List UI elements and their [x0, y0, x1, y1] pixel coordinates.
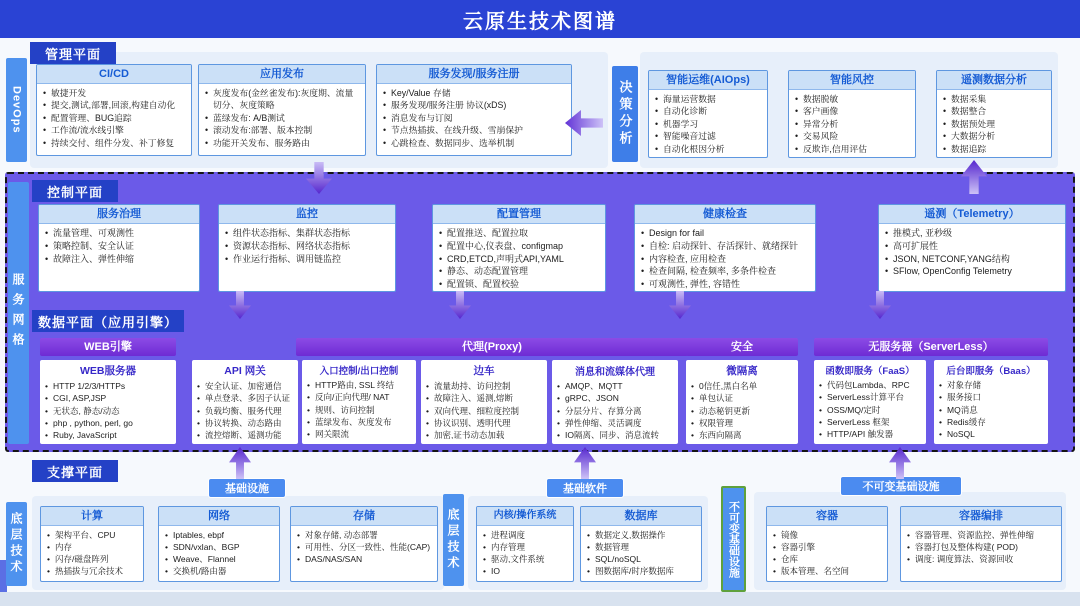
bullet-item: • 图数据库/时序数据库	[587, 565, 696, 577]
bullet-item: • Ruby, JavaScript	[45, 429, 172, 441]
card-web-server	[40, 360, 176, 444]
bullet-item: • 仓库	[773, 553, 882, 565]
card-faas-items	[814, 378, 926, 441]
bullet-item: • 规则、访问控制	[307, 404, 412, 416]
card-risk-control-items	[789, 90, 915, 155]
card-database-items	[581, 526, 701, 577]
card-faas-title: 函数即服务（FaaS）	[825, 366, 915, 377]
bullet-item: • 滚动发布:部署、版本控制	[205, 124, 360, 136]
bullet-item: • CRD,ETCD,声明式API,YAML	[439, 253, 600, 266]
bullet-item: • 对象存储, 动态部署	[297, 529, 432, 541]
bullet-item: • 热插拔与冗余技术	[47, 565, 138, 577]
card-api-gateway	[192, 360, 298, 444]
card-micro-segmentation	[686, 360, 798, 444]
bullet-item: • 组件状态指标、集群状态指标	[225, 227, 390, 240]
bullet-item: • JSON, NETCONF,YANG结构	[885, 253, 1060, 266]
bullet-item: • 协议转换、动态路由	[197, 417, 294, 429]
bullet-item: • 交换机/路由器	[165, 565, 274, 577]
bullet-item: • 调度: 调度算法、资源回收	[907, 553, 1056, 565]
bullet-item: • 动态秘钥更新	[691, 405, 794, 417]
bullet-item: • 镜像	[773, 529, 882, 541]
card-msg-broker-items	[552, 379, 678, 442]
immutable-infra-strip: 不可变基础设施	[721, 486, 746, 592]
group-proxy: 代理(Proxy)	[296, 338, 688, 356]
bullet-item: • OSS/MQ/定时	[819, 404, 922, 416]
infrastructure-badge: 基础设施	[208, 478, 286, 498]
bullet-item: • 协议识别、透明代理	[426, 417, 543, 429]
immutable-infra-badge: 不可变基础设施	[840, 476, 962, 496]
low-level-tech-strip-mid: 底层技术	[443, 494, 464, 586]
bullet-item: • 服务发现/服务注册 协议(xDS)	[383, 99, 566, 111]
service-mesh-strip: 服务网格	[8, 182, 29, 444]
card-monitoring-title: 监控	[219, 205, 395, 224]
card-baas-title: 后台即服务（Baas）	[946, 366, 1036, 377]
bullet-item: • 工作流/流水线引擎	[43, 124, 186, 136]
bullet-item: • 自动化根因分析	[655, 143, 762, 155]
card-orchestration	[900, 506, 1062, 582]
management-plane-badge: 管理平面	[30, 42, 116, 64]
bullet-item: • 驱动,文件系统	[483, 553, 568, 565]
bullet-item: • 内存管理	[483, 541, 568, 553]
card-api-gateway-title: API 网关	[224, 365, 266, 377]
card-config-mgmt	[432, 204, 606, 292]
card-database	[580, 506, 702, 582]
group-security: 安全	[686, 338, 798, 356]
card-database-title: 数据库	[581, 507, 701, 526]
bullet-item: • 静态、动态配置管理	[439, 265, 600, 278]
bullet-item: • 容器引擎	[773, 541, 882, 553]
bullet-item: • IO	[483, 565, 568, 577]
card-baas	[934, 360, 1048, 444]
card-msg-broker-title: 消息和流媒体代理	[575, 367, 655, 378]
bullet-item: • SQL/noSQL	[587, 553, 696, 565]
bullet-item: • HTTP路由, SSL 终结	[307, 379, 412, 391]
card-micro-segmentation-title: 微隔离	[726, 365, 758, 377]
bullet-item: • 容器管理、资源监控、弹性伸缩	[907, 529, 1056, 541]
card-cicd	[36, 64, 192, 156]
card-web-server-title: WEB服务器	[80, 365, 136, 377]
card-release-title: 应用发布	[199, 65, 365, 84]
bullet-item: • 无状态, 静态/动态	[45, 405, 172, 417]
bullet-item: • 故障注入、遥测,熔断	[426, 392, 543, 404]
card-sidecar	[421, 360, 547, 444]
card-discovery	[376, 64, 572, 156]
card-config-mgmt-items	[433, 224, 605, 291]
group-web-engine: WEB引擎	[40, 338, 176, 356]
card-storage	[290, 506, 438, 582]
card-container-items	[767, 526, 887, 577]
card-aiops-items	[649, 90, 767, 155]
card-config-mgmt-title: 配置管理	[433, 205, 605, 224]
bullet-item: • 分层分片、存算分离	[557, 405, 674, 417]
bullet-item: • IO隔离、同步、消息流转	[557, 429, 674, 441]
bullet-item: • 架构平台、CPU	[47, 529, 138, 541]
card-micro-segmentation-items	[686, 379, 798, 442]
bullet-item: • 蓝绿发布、灰度发布	[307, 416, 412, 428]
base-software-badge: 基础软件	[546, 478, 624, 498]
card-telemetry-analysis	[936, 70, 1052, 158]
card-orchestration-items	[901, 526, 1061, 565]
card-ingress-egress-title: 入口控制/出口控制	[319, 366, 399, 377]
bullet-item: • 闪存/磁盘阵列	[47, 553, 138, 565]
card-container	[766, 506, 888, 582]
bullet-item: • 单包认证	[691, 392, 794, 404]
card-kernel-os-title: 内核/操作系统	[477, 507, 573, 526]
card-ingress-egress	[302, 360, 416, 444]
bullet-item: • Key/Value 存储	[383, 87, 566, 99]
bullet-item: • 对象存储	[939, 379, 1044, 391]
bullet-item: • DAS/NAS/SAN	[297, 553, 432, 565]
card-orchestration-title: 容器编排	[901, 507, 1061, 526]
bullet-item: • 单点登录、多因子认证	[197, 392, 294, 404]
bullet-item: • 推模式, 亚秒级	[885, 227, 1060, 240]
card-aiops-title: 智能运维(AIOps)	[649, 71, 767, 90]
bullet-item: • 安全认证、加密通信	[197, 380, 294, 392]
card-cicd-items	[37, 84, 191, 149]
card-kernel-os-items	[477, 526, 573, 577]
bullet-item: • 数据追踪	[943, 143, 1046, 155]
bullet-item: • HTTP 1/2/3/HTTPs	[45, 380, 172, 392]
bullet-item: • 流控熔断、遥测功能	[197, 429, 294, 441]
card-msg-broker	[552, 360, 678, 444]
card-discovery-title: 服务发现/服务注册	[377, 65, 571, 84]
card-web-server-items	[40, 379, 176, 442]
card-health-check-title: 健康检查	[635, 205, 815, 224]
card-network	[158, 506, 280, 582]
bullet-item: • 版本管理、名空间	[773, 565, 882, 577]
card-container-title: 容器	[767, 507, 887, 526]
bullet-item: • 流量劫持、访问控制	[426, 380, 543, 392]
bullet-item: • 配置锁、配置校验	[439, 278, 600, 291]
bullet-item: • 流量管理、可观测性	[45, 227, 194, 240]
data-plane-badge: 数据平面（应用引擎）	[32, 310, 184, 332]
card-monitoring	[218, 204, 396, 292]
card-storage-items	[291, 526, 437, 565]
bullet-item: • 客户画像	[795, 105, 910, 117]
card-risk-control	[788, 70, 916, 158]
card-kernel-os	[476, 506, 574, 582]
card-telemetry-analysis-items	[937, 90, 1051, 155]
card-api-gateway-items	[192, 379, 298, 442]
card-network-items	[159, 526, 279, 577]
bullet-item: • 服务接口	[939, 391, 1044, 403]
card-governance-title: 服务治理	[39, 205, 199, 224]
bullet-item: • php , python, perl, go	[45, 417, 172, 429]
card-health-check-items	[635, 224, 815, 291]
bullet-item: • ServerLess计算平台	[819, 391, 922, 403]
card-governance	[38, 204, 200, 292]
bullet-item: • NoSQL	[939, 428, 1044, 440]
card-network-title: 网络	[159, 507, 279, 526]
bullet-item: • 灰度发布(金丝雀发布):灰度期、流量切分、灰度策略	[205, 87, 360, 112]
card-compute-title: 计算	[41, 507, 143, 526]
bullet-item: • 数据脱敏	[795, 93, 910, 105]
card-storage-title: 存储	[291, 507, 437, 526]
bullet-item: • 容器打包及整体构建( POD)	[907, 541, 1056, 553]
bullet-item: • 权限管理	[691, 417, 794, 429]
bottom-band	[0, 592, 1080, 606]
bullet-item: • 提交,测试,部署,回滚,构建自动化	[43, 99, 186, 111]
bullet-item: • SDN/vxlan、BGP	[165, 541, 274, 553]
card-telemetry-items	[879, 224, 1065, 278]
bullet-item: • gRPC、JSON	[557, 392, 674, 404]
card-health-check	[634, 204, 816, 292]
bullet-item: • CGI, ASP,JSP	[45, 392, 172, 404]
card-compute	[40, 506, 144, 582]
card-telemetry	[878, 204, 1066, 292]
bullet-item: • 敏捷开发	[43, 87, 186, 99]
bullet-item: • 内容检查, 应用检查	[641, 253, 810, 266]
bullet-item: • 作业运行指标、调用链监控	[225, 253, 390, 266]
bullet-item: • 数据定义,数据操作	[587, 529, 696, 541]
bullet-item: • 可用性、分区一致性、性能(CAP)	[297, 541, 432, 553]
bullet-item: • 网关限流	[307, 428, 412, 440]
bullet-item: • 东西向隔离	[691, 429, 794, 441]
bullet-item: • 数据整合	[943, 105, 1046, 117]
bullet-item: • 负载均衡、服务代理	[197, 405, 294, 417]
card-sidecar-title: 边车	[473, 365, 495, 377]
support-plane-badge: 支撑平面	[32, 460, 118, 482]
bullet-item: • 异常分析	[795, 118, 910, 130]
bullet-item: • MQ消息	[939, 404, 1044, 416]
bullet-item: • 持续交付、组件分发、补丁修复	[43, 137, 186, 149]
card-telemetry-title: 遥测（Telemetry）	[879, 205, 1065, 224]
bullet-item: • Weave、Flannel	[165, 553, 274, 565]
bullet-item: • 机器学习	[655, 118, 762, 130]
bullet-item: • 配置管理、BUG追踪	[43, 112, 186, 124]
bullet-item: • 策略控制、安全认证	[45, 240, 194, 253]
bullet-item: • 进程调度	[483, 529, 568, 541]
card-ingress-egress-items	[302, 378, 416, 441]
bullet-item: • 加密,证书动态加载	[426, 429, 543, 441]
devops-strip: DevOps	[6, 58, 27, 162]
bullet-item: • 数据采集	[943, 93, 1046, 105]
card-baas-items	[934, 378, 1048, 441]
page-title: 云原生技术图谱	[0, 0, 1080, 38]
card-compute-items	[41, 526, 143, 577]
bullet-item: • HTTP/API 触发器	[819, 428, 922, 440]
group-serverless: 无服务器（ServerLess）	[814, 338, 1048, 356]
bullet-item: • 配置中心,仪表盘、configmap	[439, 240, 600, 253]
card-telemetry-analysis-title: 遥测数据分析	[937, 71, 1051, 90]
card-release	[198, 64, 366, 156]
bullet-item: • 心跳检查、数据同步、选举机制	[383, 137, 566, 149]
bullet-item: • 反欺诈,信用评估	[795, 143, 910, 155]
bullet-item: • 弹性伸缩、灵活调度	[557, 417, 674, 429]
bullet-item: • Redis缓存	[939, 416, 1044, 428]
bullet-item: • 智能噪音过滤	[655, 130, 762, 142]
bullet-item: • 配置推送、配置拉取	[439, 227, 600, 240]
decision-analysis-strip: 决策分析	[612, 66, 638, 162]
bullet-item: • 交易风险	[795, 130, 910, 142]
card-release-items	[199, 84, 365, 149]
low-level-tech-strip-left: 底层技术	[6, 502, 27, 586]
bullet-item: • 蓝绿发布: A/B测试	[205, 112, 360, 124]
bullet-item: • 大数据分析	[943, 130, 1046, 142]
card-discovery-items	[377, 84, 571, 149]
card-governance-items	[39, 224, 199, 265]
bullet-item: • 检查间隔, 检查频率, 多条件检查	[641, 265, 810, 278]
bullet-item: • 消息发布与订阅	[383, 112, 566, 124]
bullet-item: • 节点热插拔、在线升级、雪崩保护	[383, 124, 566, 136]
bullet-item: • Iptables, ebpf	[165, 529, 274, 541]
bullet-item: • 自检: 启动探针、存活探针、就绪探针	[641, 240, 810, 253]
bullet-item: • 0信任,黑白名单	[691, 380, 794, 392]
control-plane-badge: 控制平面	[32, 180, 118, 202]
card-sidecar-items	[421, 379, 547, 442]
bullet-item: • 可观测性, 弹性, 容错性	[641, 278, 810, 291]
bullet-item: • SFlow, OpenConfig Telemetry	[885, 265, 1060, 278]
bullet-item: • 内存	[47, 541, 138, 553]
bullet-item: • AMQP、MQTT	[557, 380, 674, 392]
bullet-item: • 资源状态指标、网络状态指标	[225, 240, 390, 253]
card-risk-control-title: 智能风控	[789, 71, 915, 90]
bullet-item: • 数据预处理	[943, 118, 1046, 130]
bullet-item: • 双向代理、细粒度控制	[426, 405, 543, 417]
card-monitoring-items	[219, 224, 395, 265]
bullet-item: • 自动化诊断	[655, 105, 762, 117]
bullet-item: • 数据管理	[587, 541, 696, 553]
bullet-item: • 功能开关发布、服务路由	[205, 137, 360, 149]
card-aiops	[648, 70, 768, 158]
bullet-item: • 海量运营数据	[655, 93, 762, 105]
card-cicd-title: CI/CD	[37, 65, 191, 84]
card-faas	[814, 360, 926, 444]
bullet-item: • 故障注入、弹性伸缩	[45, 253, 194, 266]
bullet-item: • Design for fail	[641, 227, 810, 240]
bullet-item: • 高可扩展性	[885, 240, 1060, 253]
bullet-item: • 反向/正向代理/ NAT	[307, 391, 412, 403]
bullet-item: • 代码包Lambda、RPC	[819, 379, 922, 391]
bullet-item: • ServerLess 框架	[819, 416, 922, 428]
